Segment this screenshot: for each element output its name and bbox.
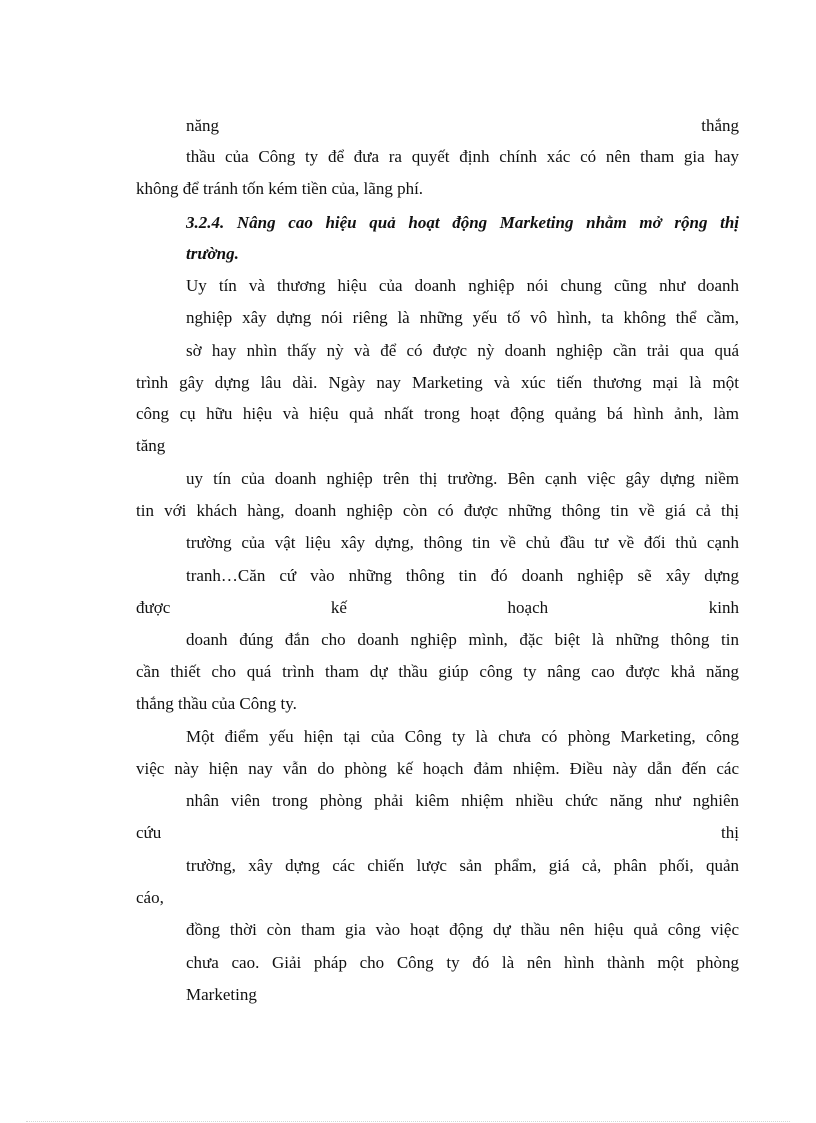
text-line: được kế hoạch kinh <box>136 598 739 617</box>
text-line: Marketing <box>186 985 257 1004</box>
text-line: nhân viên trong phòng phải kiêm nhiệm nhiều chức năng như nghiên <box>186 791 739 810</box>
text-line: trình gây dựng lâu dài. Ngày nay Marketing và xúc tiến thương mại là một <box>136 373 739 392</box>
text-line: trường, xây dựng các chiến lược sản phẩm, giá cả, phân phối, quản <box>186 856 739 875</box>
text-line: tranh…Căn cứ vào những thông tin đó doanh nghiệp sẽ xây dựng <box>186 566 739 585</box>
text-line: không để tránh tốn kém tiền của, lãng phí. <box>136 179 424 198</box>
text-line: thắng thầu của Công ty. <box>136 694 297 713</box>
text-line: sờ hay nhìn thấy nỳ và để có được nỳ doanh nghiệp cần trải qua quá <box>186 341 739 360</box>
text-line: tin với khách hàng, doanh nghiệp còn có được những thông tin về giá cả thị <box>136 501 739 520</box>
text-line: uy tín của doanh nghiệp trên thị trường. Bên cạnh việc gây dựng niềm <box>186 469 739 488</box>
text-line: chưa cao. Giải pháp cho Công ty đó là nên hình thành một phòng <box>186 953 739 972</box>
text-line: thầu của Công ty để đưa ra quyết định chính xác có nên tham gia hay <box>186 147 739 166</box>
text-line: doanh đúng đắn cho doanh nghiệp mình, đặc biệt là những thông tin <box>186 630 739 649</box>
text-line: Uy tín và thương hiệu của doanh nghiệp nói chung cũng như doanh <box>186 276 739 295</box>
section-heading: 3.2.4. Nâng cao hiệu quả hoạt động Marketing nhằm mở rộng thị <box>186 213 739 232</box>
text-line: đồng thời còn tham gia vào hoạt động dự thầu nên hiệu quả công việc <box>186 920 739 939</box>
text-line: công cụ hữu hiệu và hiệu quả nhất trong hoạt động quảng bá hình ảnh, làm <box>136 404 739 423</box>
text-line: Một điểm yếu hiện tại của Công ty là chưa có phòng Marketing, công <box>186 727 739 746</box>
text-line: trường của vật liệu xây dựng, thông tin về chủ đầu tư về đối thủ cạnh <box>186 533 739 552</box>
text-line: cáo, <box>136 888 164 907</box>
text-line: năng thắng <box>186 116 739 135</box>
section-heading: trường. <box>186 244 239 263</box>
text-line: nghiệp xây dựng nói riêng là những yếu tố vô hình, ta không thể cầm, <box>186 308 739 327</box>
text-line: tăng <box>136 436 166 455</box>
text-line: cứu thị <box>136 823 739 842</box>
text-line: việc này hiện nay vẫn do phòng kế hoạch đảm nhiệm. Điều này dẫn đến các <box>136 759 739 778</box>
page-bottom-divider <box>26 1121 790 1122</box>
text-line: cần thiết cho quá trình tham dự thầu giúp công ty nâng cao được khả năng <box>136 662 739 681</box>
